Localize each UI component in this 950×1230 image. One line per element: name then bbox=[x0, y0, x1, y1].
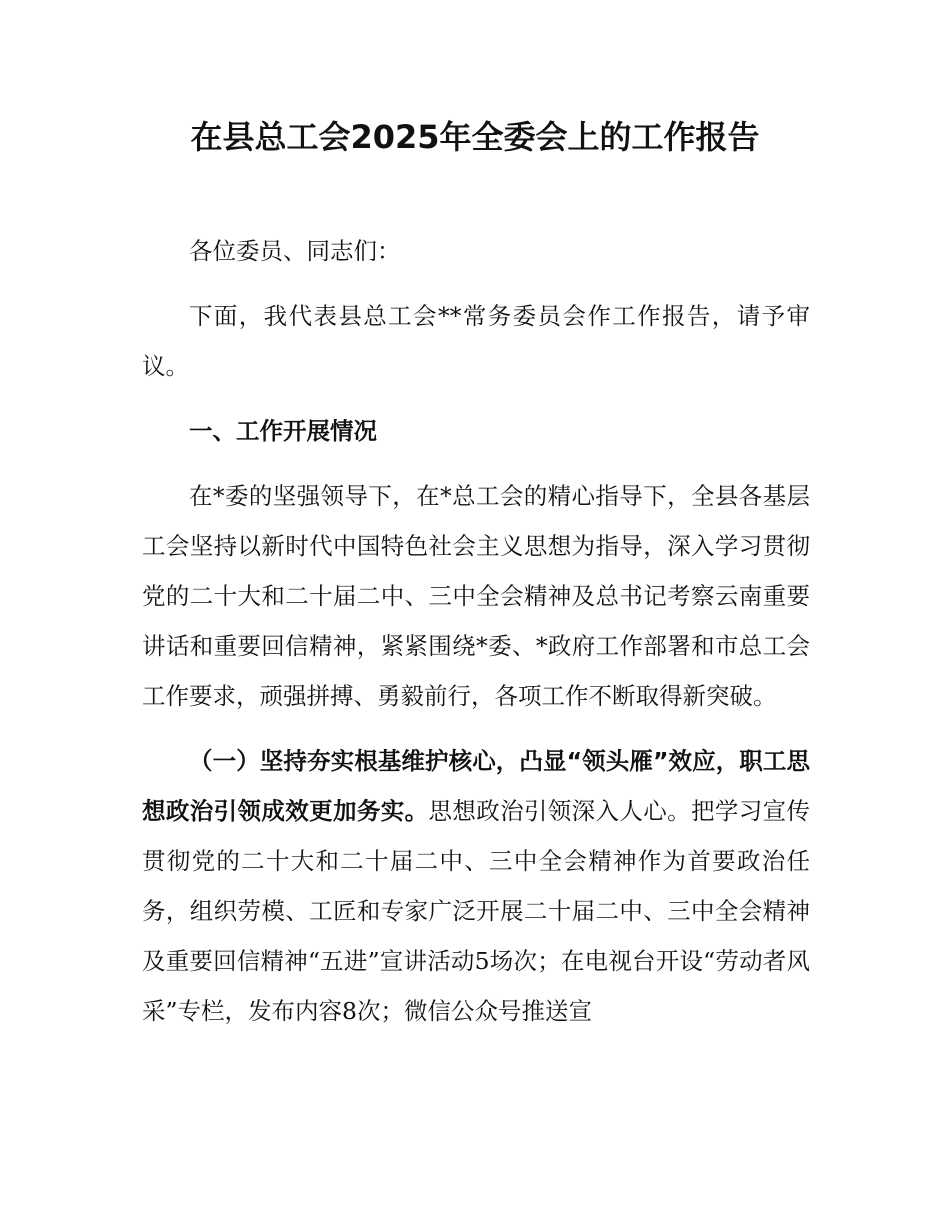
subsection-1-text: 思想政治引领深入人心。把学习宣传贯彻党的二十大和二十届二中、三中全会精神作为首要政治任务，组织劳模、工匠和专家广泛开展二十届二中、三中全会精神及重要回信精神“五进”宣讲活动5场次；在电视台开设“劳动者风采”专栏，发布内容8次；微信公众号推送宣 bbox=[142, 797, 811, 1025]
salutation: 各位委员、同志们： bbox=[189, 237, 401, 265]
subsection-1-paragraph bbox=[142, 736, 810, 1036]
document-body bbox=[142, 226, 810, 1051]
subsection-1-heading: （一）坚持夯实根基维护核心，凸显“领头雁”效应，职工思想政治引领成效更加务实。 bbox=[142, 747, 810, 825]
intro-paragraph: 下面，我代表县总工会**常务委员会作工作报告，请予审议。 bbox=[142, 302, 810, 380]
section-heading-1: 一、工作开展情况 bbox=[189, 417, 377, 445]
document-title: 在县总工会2025年全委会上的工作报告 bbox=[190, 118, 760, 156]
section-1-paragraph: 在*委的坚强领导下，在*总工会的精心指导下，全县各基层工会坚持以新时代中国特色社会主义思想为指导，深入学习贯彻党的二十大和二十届二中、三中全会精神及总书记考察云南重要讲话和重要回信精神，紧紧围绕*委、*政府工作部署和市总工会工作要求，顽强拼搏、勇毅前行，各项工作不断取得新突破。 bbox=[142, 482, 810, 710]
